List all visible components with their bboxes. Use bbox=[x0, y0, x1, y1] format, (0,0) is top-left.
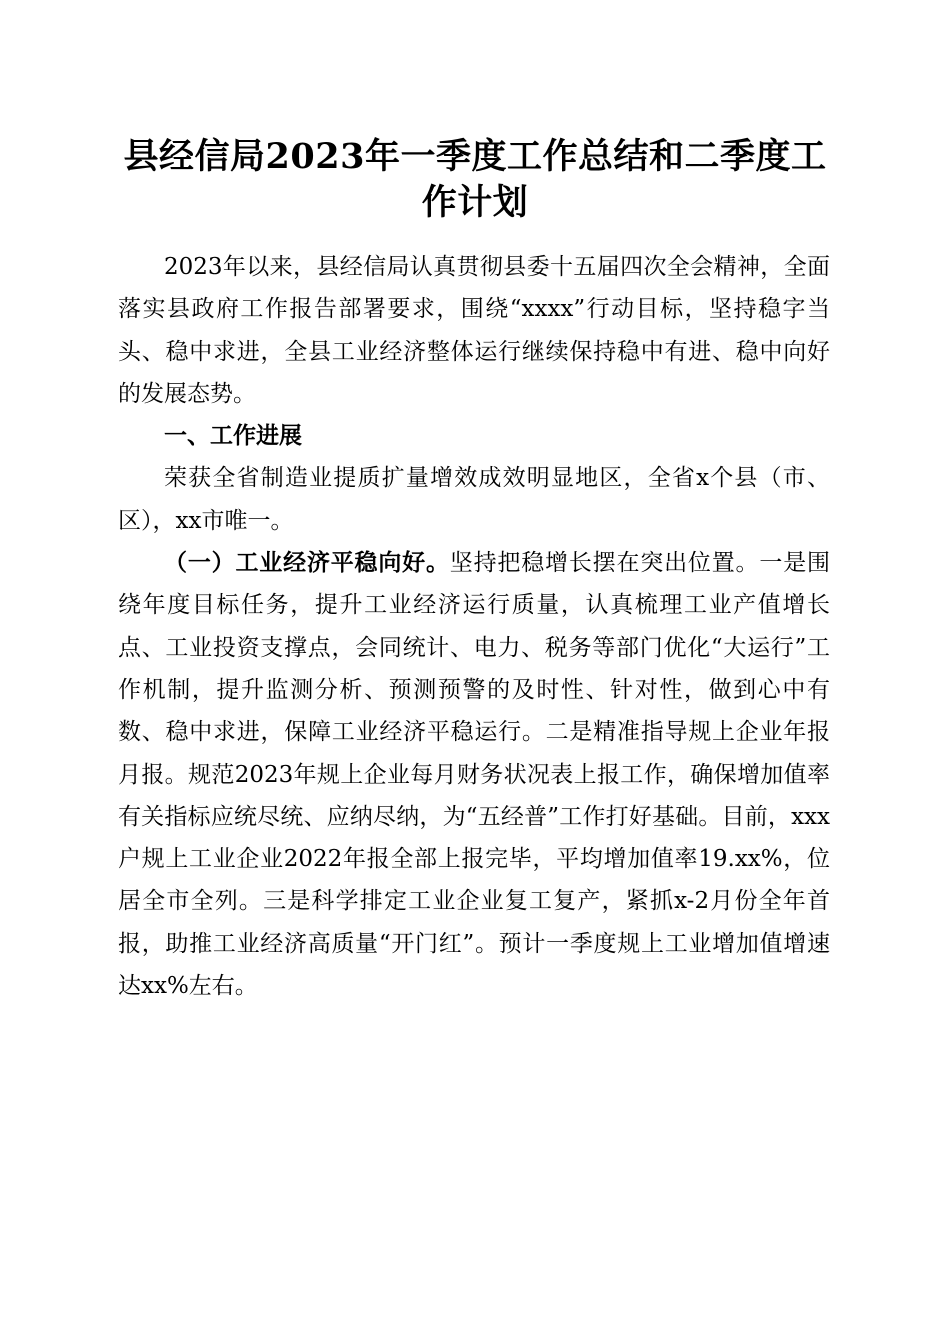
honor-paragraph: 荣获全省制造业提质扩量增效成效明显地区，全省x个县（市、区），xx市唯一。 bbox=[118, 465, 830, 534]
title-line-2: 作计划 bbox=[421, 182, 529, 223]
section-heading-work-progress: 一、工作进展 bbox=[164, 423, 302, 450]
intro-paragraph: 2023年以来，县经信局认真贯彻县委十五届四次全会精神，全面落实县政府工作报告部署要求，围绕“xxxx”行动目标，坚持稳字当头、稳中求进，全县工业经济整体运行继续保持稳中有进、稳中向好的发展态势。 bbox=[118, 254, 830, 407]
subsection-body: 坚持把稳增长摆在突出位置。一是围绕年度目标任务，提升工业经济运行质量，认真梳理工业产值增长点、工业投资支撑点，会同统计、电力、税务等部门优化“大运行”工作机制，提升监测分析、预测预警的及时性、针对性，做到心中有数、稳中求进，保障工业经济平稳运行。二是精准指导规上企业年报月报。规范2023年规上企业每月财务状况表上报工作，确保增加值率有关指标应统尽统、应纳尽纳，为“五经普”工作打好基础。目前，xxx户规上工业企业2022年报全部上报完毕，平均增加值率19.xx%，位居全市全列。三是科学排定工业企业复工复产，紧抓x-2月份全年首报，助推工业经济高质量“开门红”。预计一季度规上工业增加值增速达xx%左右。 bbox=[118, 550, 831, 1000]
document-body bbox=[118, 246, 830, 1007]
document-title bbox=[110, 134, 840, 226]
subsection-heading: （一）工业经济平稳向好。 bbox=[164, 549, 450, 577]
industrial-economy-paragraph bbox=[118, 542, 830, 1007]
title-line-1: 县经信局2023年一季度工作总结和二季度工 bbox=[123, 136, 827, 177]
